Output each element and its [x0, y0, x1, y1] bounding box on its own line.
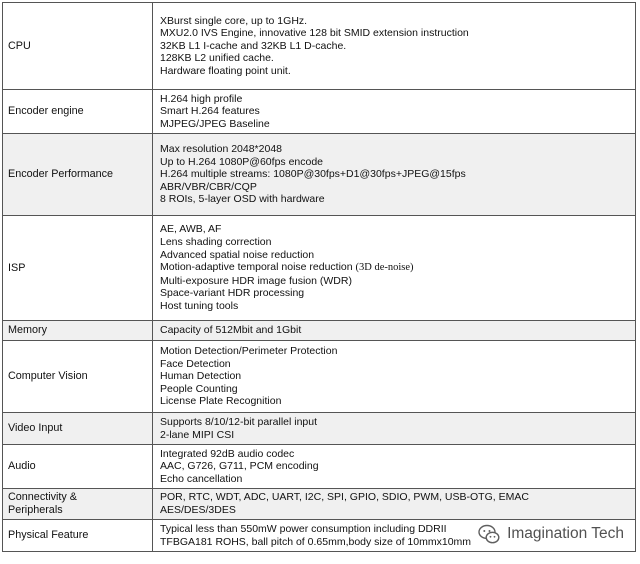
detail-line: 32KB L1 I-cache and 32KB L1 D-cache.	[160, 39, 347, 52]
detail-line: Space-variant HDR processing	[160, 287, 305, 300]
row-details	[153, 134, 636, 216]
detail-line: XBurst single core, up to 1GHz.	[160, 14, 308, 27]
table-row-encoder-performance	[3, 134, 636, 216]
detail-line: Lens shading correction	[160, 236, 272, 249]
row-label: CPU	[3, 3, 153, 90]
detail-line: AES/DES/3DES	[160, 504, 236, 516]
row-details	[153, 3, 636, 90]
row-label: Physical Feature	[3, 520, 153, 552]
row-label: Audio	[3, 445, 153, 489]
table-row-isp	[3, 216, 636, 321]
detail-line: Capacity of 512Mbit and 1Gbit	[160, 324, 302, 337]
detail-line: AE, AWB, AF	[160, 223, 222, 236]
row-details	[153, 90, 636, 134]
detail-line: H.264 high profile	[160, 92, 243, 105]
row-label: Computer Vision	[3, 341, 153, 413]
detail-line: 8 ROIs, 5-layer OSD with hardware	[160, 193, 325, 206]
detail-line: POR, RTC, WDT, ADC, UART, I2C, SPI, GPIO, SDIO, PWM, USB-OTG, EMAC	[160, 491, 529, 504]
detail-line: Multi-exposure HDR image fusion (WDR)	[160, 274, 352, 287]
watermark-text: Imagination Tech	[507, 525, 624, 542]
detail-line	[160, 261, 635, 275]
detail-line: License Plate Recognition	[160, 395, 282, 408]
table-row-cpu	[3, 3, 636, 90]
row-details	[153, 520, 636, 552]
row-label: Memory	[3, 321, 153, 341]
detail-line: Typical less than 550mW power consumption including DDRII	[160, 522, 447, 535]
row-label: Encoder Performance	[3, 134, 153, 216]
label-line: Peripherals	[8, 504, 63, 516]
table-row-physical-feature	[3, 520, 636, 552]
detail-line: Supports 8/10/12-bit parallel input	[160, 415, 318, 428]
table-row-encoder-engine	[3, 90, 636, 134]
row-details	[153, 341, 636, 413]
row-details	[153, 321, 636, 341]
detail-line: Host tuning tools	[160, 299, 239, 312]
detail-line: Hardware floating point unit.	[160, 64, 291, 77]
table-row-connectivity	[3, 489, 636, 520]
detail-line: Max resolution 2048*2048	[160, 143, 283, 156]
detail-line: Advanced spatial noise reduction	[160, 248, 315, 261]
detail-line: AAC, G726, G711, PCM encoding	[160, 460, 319, 473]
detail-line: H.264 multiple streams: 1080P@30fps+D1@30fps+JPEG@15fps	[160, 168, 466, 181]
detail-line: Integrated 92dB audio codec	[160, 447, 295, 460]
table-row-video-input	[3, 413, 636, 445]
detail-note: (3D de-noise)	[355, 262, 414, 274]
table-row-audio	[3, 445, 636, 489]
row-label: Encoder engine	[3, 90, 153, 134]
detail-text: Motion-adaptive temporal noise reduction	[160, 261, 353, 274]
detail-line: MJPEG/JPEG Baseline	[160, 117, 270, 130]
detail-line: Echo cancellation	[160, 472, 243, 485]
detail-line: Smart H.264 features	[160, 105, 260, 118]
row-details	[153, 489, 636, 520]
detail-line: Face Detection	[160, 357, 231, 370]
detail-line: ABR/VBR/CBR/CQP	[160, 180, 257, 193]
row-details	[153, 445, 636, 489]
detail-line: 128KB L2 unified cache.	[160, 52, 274, 65]
detail-line: Human Detection	[160, 370, 242, 383]
row-label: ISP	[3, 216, 153, 321]
detail-line: MXU2.0 IVS Engine, innovative 128 bit SMID extension instruction	[160, 27, 469, 40]
spec-table	[2, 2, 636, 552]
detail-line: TFBGA181 ROHS, ball pitch of 0.65mm,body size of 10mmx10mm	[160, 535, 472, 548]
detail-line: 2-lane MIPI CSI	[160, 428, 235, 441]
row-details	[153, 216, 636, 321]
detail-line: Motion Detection/Perimeter Protection	[160, 345, 338, 358]
detail-line: Up to H.264 1080P@60fps encode	[160, 155, 324, 168]
table-row-computer-vision	[3, 341, 636, 413]
row-details	[153, 413, 636, 445]
row-label: Video Input	[3, 413, 153, 445]
detail-line: People Counting	[160, 382, 238, 395]
row-label	[3, 489, 153, 520]
table-row-memory	[3, 321, 636, 341]
label-line: Connectivity &	[8, 491, 78, 504]
